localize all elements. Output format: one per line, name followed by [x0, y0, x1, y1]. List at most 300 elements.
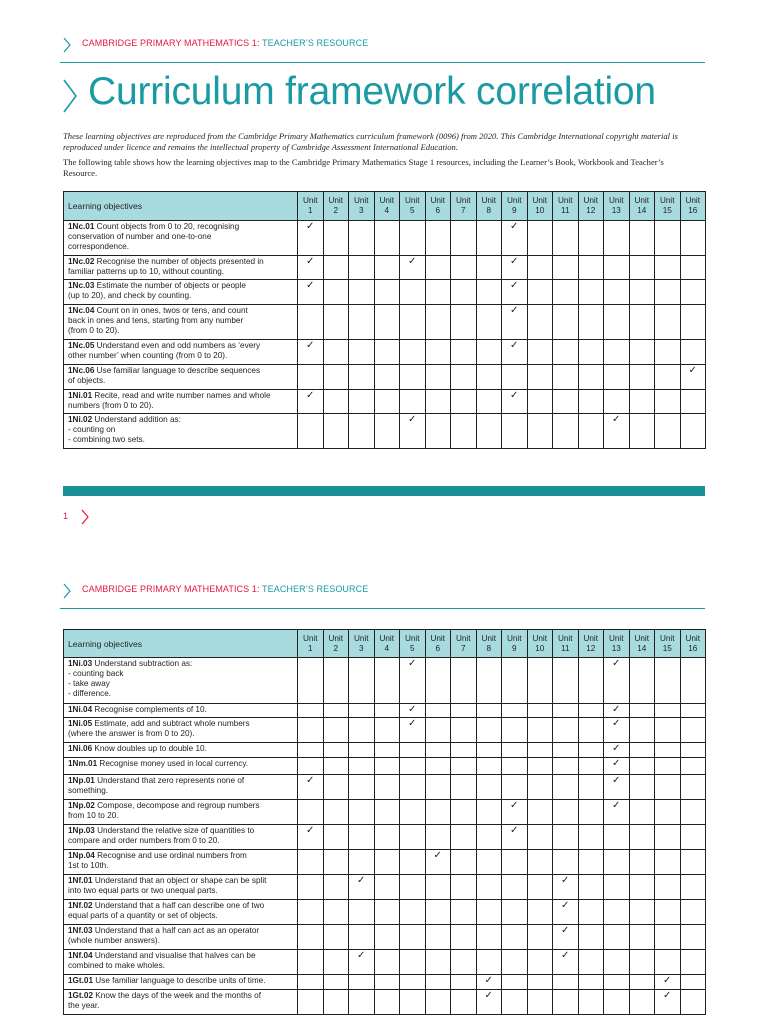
- unit-13-cell: [604, 743, 630, 758]
- unit-2-cell: [323, 390, 349, 414]
- tick-icon: ✓: [612, 704, 621, 715]
- unit-4-cell: [374, 658, 400, 704]
- unit-12-header: [578, 192, 604, 221]
- tick-icon: ✓: [510, 340, 519, 351]
- unit-11-header: [553, 192, 579, 221]
- unit-1-cell: [298, 925, 324, 950]
- unit-7-cell: [451, 900, 477, 925]
- unit-14-cell: [629, 990, 655, 1015]
- objective-code: 1Nf.01: [68, 876, 93, 885]
- tick-icon: ✓: [561, 875, 570, 886]
- unit-6-cell: [425, 990, 451, 1015]
- unit-16-cell: [680, 990, 706, 1015]
- unit-7-header: [451, 192, 477, 221]
- unit-2-header: [323, 630, 349, 658]
- unit-number: 16: [688, 643, 698, 653]
- unit-5-cell: [400, 718, 426, 743]
- unit-10-cell: [527, 704, 553, 718]
- unit-6-header: [425, 630, 451, 658]
- unit-8-cell: [476, 825, 502, 850]
- unit-14-cell: [629, 975, 655, 990]
- unit-word: Unit: [379, 633, 395, 643]
- unit-word: Unit: [532, 196, 548, 205]
- unit-15-cell: [655, 990, 681, 1015]
- learning-objective: [64, 256, 298, 280]
- unit-9-cell: [502, 305, 528, 340]
- unit-9-cell: [502, 850, 528, 875]
- table-note: The following table shows how the learning objectives map to the Cambridge Primary Mathematics Stage 1 resources, including the Learner’s Book, Workbook and Teacher’s Resource.: [63, 157, 664, 178]
- learning-objective: [64, 704, 298, 718]
- unit-2-cell: [323, 975, 349, 990]
- unit-word: Unit: [379, 196, 395, 205]
- tick-icon: ✓: [510, 305, 519, 316]
- unit-13-cell: [604, 900, 630, 925]
- unit-9-cell: [502, 658, 528, 704]
- unit-word: Unit: [659, 633, 675, 643]
- unit-word: Unit: [608, 196, 624, 205]
- learning-objective: [64, 340, 298, 365]
- unit-16-header: [680, 192, 706, 221]
- learning-objectives-header: Learning objectives: [64, 192, 298, 221]
- unit-7-cell: [451, 875, 477, 900]
- unit-word: Unit: [583, 633, 599, 643]
- objective-text: Understand the relative size of quantities to compare and order numbers from 0 to 20.: [68, 826, 255, 845]
- unit-3-cell: [349, 340, 375, 365]
- unit-16-cell: [680, 718, 706, 743]
- unit-11-cell: [553, 800, 579, 825]
- table-row: [64, 775, 706, 800]
- unit-number: 7: [460, 643, 466, 653]
- tick-icon: ✓: [306, 256, 315, 267]
- unit-4-cell: [374, 775, 400, 800]
- objective-code: 1Np.03: [68, 826, 95, 835]
- unit-8-cell: [476, 775, 502, 800]
- unit-5-cell: [400, 775, 426, 800]
- table-row: [64, 221, 706, 256]
- unit-7-cell: [451, 743, 477, 758]
- unit-16-cell: [680, 390, 706, 414]
- unit-4-cell: [374, 975, 400, 990]
- unit-2-cell: [323, 900, 349, 925]
- unit-word: Unit: [353, 196, 369, 205]
- unit-11-cell: [553, 743, 579, 758]
- unit-11-cell: [553, 775, 579, 800]
- unit-5-cell: [400, 900, 426, 925]
- unit-10-cell: [527, 340, 553, 365]
- unit-word: Unit: [557, 196, 573, 205]
- unit-8-header: [476, 192, 502, 221]
- unit-4-cell: [374, 990, 400, 1015]
- correlation-table-1: [63, 191, 706, 449]
- unit-word: Unit: [583, 196, 599, 205]
- unit-2-cell: [323, 658, 349, 704]
- objective-text: Understand subtraction as: - counting back - take away - difference.: [68, 659, 193, 698]
- unit-number: 2: [333, 643, 339, 653]
- tick-icon: ✓: [408, 658, 417, 669]
- unit-11-cell: [553, 875, 579, 900]
- objective-code: 1Ni.06: [68, 744, 93, 753]
- unit-14-cell: [629, 900, 655, 925]
- unit-15-cell: [655, 305, 681, 340]
- unit-2-cell: [323, 925, 349, 950]
- unit-13-cell: [604, 758, 630, 775]
- unit-10-cell: [527, 305, 553, 340]
- tick-icon: ✓: [612, 758, 621, 769]
- chevron-right-icon: [62, 583, 72, 599]
- unit-14-cell: [629, 800, 655, 825]
- unit-2-cell: [323, 305, 349, 340]
- learning-objective: [64, 658, 298, 704]
- unit-14-cell: [629, 825, 655, 850]
- unit-number: 13: [611, 206, 621, 215]
- unit-16-cell: [680, 280, 706, 305]
- unit-4-cell: [374, 390, 400, 414]
- learning-objectives-header: Learning objectives: [64, 630, 298, 658]
- unit-7-cell: [451, 365, 477, 390]
- unit-5-header: [400, 630, 426, 658]
- unit-word: Unit: [557, 633, 573, 643]
- unit-3-cell: [349, 414, 375, 449]
- unit-9-cell: [502, 340, 528, 365]
- unit-8-cell: [476, 758, 502, 775]
- unit-15-cell: [655, 280, 681, 305]
- unit-2-cell: [323, 256, 349, 280]
- unit-10-cell: [527, 221, 553, 256]
- objective-text: Understand that a half can describe one of two equal parts of a quantity or set of objects.: [68, 901, 265, 920]
- unit-15-cell: [655, 850, 681, 875]
- unit-6-cell: [425, 305, 451, 340]
- unit-12-cell: [578, 280, 604, 305]
- unit-13-cell: [604, 658, 630, 704]
- unit-15-cell: [655, 875, 681, 900]
- unit-2-cell: [323, 365, 349, 390]
- unit-14-header: [629, 192, 655, 221]
- objective-text: Understand even and odd numbers as ‘every other number’ when counting (from 0 to 20).: [68, 341, 261, 360]
- unit-14-cell: [629, 280, 655, 305]
- unit-15-cell: [655, 975, 681, 990]
- unit-9-cell: [502, 758, 528, 775]
- unit-15-cell: [655, 256, 681, 280]
- unit-11-cell: [553, 256, 579, 280]
- unit-8-cell: [476, 718, 502, 743]
- unit-1-cell: [298, 975, 324, 990]
- unit-3-cell: [349, 825, 375, 850]
- unit-7-cell: [451, 990, 477, 1015]
- unit-15-cell: [655, 704, 681, 718]
- learning-objective: [64, 414, 298, 449]
- unit-word: Unit: [328, 196, 344, 205]
- running-header: [60, 582, 705, 609]
- table-row: [64, 850, 706, 875]
- unit-12-cell: [578, 875, 604, 900]
- page-title: Curriculum framework correlation: [88, 70, 656, 113]
- unit-14-cell: [629, 704, 655, 718]
- unit-1-cell: [298, 900, 324, 925]
- unit-1-cell: [298, 414, 324, 449]
- unit-7-cell: [451, 658, 477, 704]
- unit-3-cell: [349, 743, 375, 758]
- unit-3-cell: [349, 950, 375, 975]
- unit-14-cell: [629, 221, 655, 256]
- unit-11-cell: [553, 414, 579, 449]
- unit-number: 2: [333, 206, 339, 215]
- unit-1-cell: [298, 658, 324, 704]
- unit-1-cell: [298, 950, 324, 975]
- unit-13-cell: [604, 704, 630, 718]
- unit-word: Unit: [481, 196, 497, 205]
- unit-12-cell: [578, 305, 604, 340]
- unit-3-cell: [349, 990, 375, 1015]
- unit-3-header: [349, 630, 375, 658]
- table-row: [64, 704, 706, 718]
- unit-11-cell: [553, 975, 579, 990]
- unit-8-cell: [476, 414, 502, 449]
- table-row: [64, 900, 706, 925]
- learning-objective: [64, 825, 298, 850]
- unit-13-cell: [604, 305, 630, 340]
- chevron-right-icon: [80, 509, 90, 525]
- objective-code: 1Nc.02: [68, 257, 95, 266]
- unit-number: 8: [486, 206, 492, 215]
- unit-11-cell: [553, 718, 579, 743]
- unit-3-cell: [349, 305, 375, 340]
- table-row: [64, 975, 706, 990]
- tick-icon: ✓: [510, 256, 519, 267]
- chevron-right-icon: [62, 37, 72, 53]
- unit-9-cell: [502, 414, 528, 449]
- objective-text: Recognise the number of objects presented in familiar patterns up to 10, without counting.: [68, 257, 264, 276]
- unit-1-header: [298, 630, 324, 658]
- unit-15-cell: [655, 758, 681, 775]
- unit-15-cell: [655, 390, 681, 414]
- tick-icon: ✓: [612, 800, 621, 811]
- unit-9-cell: [502, 875, 528, 900]
- unit-12-cell: [578, 758, 604, 775]
- unit-9-cell: [502, 390, 528, 414]
- tick-icon: ✓: [510, 825, 519, 836]
- unit-2-cell: [323, 775, 349, 800]
- unit-13-cell: [604, 800, 630, 825]
- unit-7-cell: [451, 950, 477, 975]
- objective-code: 1Nm.01: [68, 759, 98, 768]
- unit-7-cell: [451, 775, 477, 800]
- table-row: [64, 280, 706, 305]
- unit-1-cell: [298, 256, 324, 280]
- learning-objective: [64, 305, 298, 340]
- unit-number: 15: [662, 206, 672, 215]
- unit-8-cell: [476, 950, 502, 975]
- unit-16-cell: [680, 340, 706, 365]
- unit-3-cell: [349, 875, 375, 900]
- unit-3-cell: [349, 280, 375, 305]
- unit-4-cell: [374, 718, 400, 743]
- objective-text: Understand and visualise that halves can be combined to make wholes.: [68, 951, 256, 970]
- unit-2-cell: [323, 221, 349, 256]
- unit-13-cell: [604, 256, 630, 280]
- tick-icon: ✓: [688, 365, 697, 376]
- unit-8-cell: [476, 390, 502, 414]
- unit-3-cell: [349, 758, 375, 775]
- unit-13-cell: [604, 875, 630, 900]
- unit-12-cell: [578, 658, 604, 704]
- unit-5-cell: [400, 414, 426, 449]
- unit-12-cell: [578, 990, 604, 1015]
- unit-number: 9: [511, 643, 517, 653]
- objective-text: Estimate, add and subtract whole numbers (where the answer is from 0 to 20).: [68, 719, 250, 738]
- unit-15-cell: [655, 658, 681, 704]
- learning-objective: [64, 221, 298, 256]
- table-row: [64, 758, 706, 775]
- unit-1-cell: [298, 850, 324, 875]
- unit-1-cell: [298, 280, 324, 305]
- unit-8-cell: [476, 900, 502, 925]
- unit-4-cell: [374, 340, 400, 365]
- unit-12-cell: [578, 414, 604, 449]
- tick-icon: ✓: [510, 280, 519, 291]
- unit-4-cell: [374, 800, 400, 825]
- tick-icon: ✓: [612, 414, 621, 425]
- unit-7-cell: [451, 390, 477, 414]
- objective-code: 1Nc.06: [68, 366, 95, 375]
- table-row: [64, 365, 706, 390]
- unit-14-cell: [629, 365, 655, 390]
- unit-2-cell: [323, 704, 349, 718]
- unit-10-cell: [527, 900, 553, 925]
- unit-3-cell: [349, 975, 375, 990]
- unit-15-cell: [655, 900, 681, 925]
- unit-4-cell: [374, 925, 400, 950]
- unit-15-cell: [655, 365, 681, 390]
- unit-16-cell: [680, 758, 706, 775]
- unit-14-cell: [629, 850, 655, 875]
- unit-5-cell: [400, 850, 426, 875]
- tick-icon: ✓: [408, 718, 417, 729]
- unit-8-cell: [476, 800, 502, 825]
- unit-2-cell: [323, 850, 349, 875]
- unit-1-cell: [298, 718, 324, 743]
- unit-9-cell: [502, 990, 528, 1015]
- unit-7-cell: [451, 305, 477, 340]
- unit-5-cell: [400, 825, 426, 850]
- unit-7-cell: [451, 340, 477, 365]
- unit-9-cell: [502, 775, 528, 800]
- unit-4-cell: [374, 221, 400, 256]
- unit-6-cell: [425, 704, 451, 718]
- unit-11-cell: [553, 390, 579, 414]
- tick-icon: ✓: [306, 221, 315, 232]
- unit-1-header: [298, 192, 324, 221]
- tick-icon: ✓: [663, 975, 672, 986]
- objective-text: Count objects from 0 to 20, recognising conservation of number and one-to-one correspondence.: [68, 222, 240, 251]
- learning-objective: [64, 875, 298, 900]
- objective-code: 1Np.02: [68, 801, 95, 810]
- unit-16-cell: [680, 900, 706, 925]
- unit-16-cell: [680, 256, 706, 280]
- unit-14-cell: [629, 950, 655, 975]
- unit-5-cell: [400, 990, 426, 1015]
- unit-1-cell: [298, 743, 324, 758]
- unit-4-cell: [374, 825, 400, 850]
- unit-14-cell: [629, 414, 655, 449]
- unit-12-cell: [578, 256, 604, 280]
- unit-6-cell: [425, 340, 451, 365]
- unit-5-cell: [400, 340, 426, 365]
- unit-word: Unit: [353, 633, 369, 643]
- unit-2-cell: [323, 718, 349, 743]
- objective-text: Count on in ones, twos or tens, and count back in ones and tens, starting from any number (from 0 to 20).: [68, 306, 248, 335]
- learning-objective: [64, 950, 298, 975]
- unit-14-cell: [629, 390, 655, 414]
- unit-4-cell: [374, 414, 400, 449]
- learning-objective: [64, 390, 298, 414]
- unit-7-cell: [451, 825, 477, 850]
- unit-8-cell: [476, 221, 502, 256]
- tick-icon: ✓: [408, 704, 417, 715]
- learning-objective: [64, 925, 298, 950]
- objective-text: Compose, decompose and regroup numbers from 10 to 20.: [68, 801, 260, 820]
- unit-2-cell: [323, 280, 349, 305]
- tick-icon: ✓: [510, 800, 519, 811]
- unit-8-cell: [476, 975, 502, 990]
- page-2: [0, 580, 768, 1024]
- unit-7-cell: [451, 850, 477, 875]
- tick-icon: ✓: [510, 390, 519, 401]
- unit-1-cell: [298, 340, 324, 365]
- unit-11-cell: [553, 990, 579, 1015]
- unit-10-header: [527, 630, 553, 658]
- unit-14-cell: [629, 305, 655, 340]
- objective-code: 1Gt.01: [68, 976, 94, 985]
- unit-number: 8: [486, 643, 492, 653]
- unit-8-cell: [476, 256, 502, 280]
- unit-8-cell: [476, 990, 502, 1015]
- unit-2-cell: [323, 875, 349, 900]
- running-header-title: [82, 584, 368, 594]
- unit-3-cell: [349, 800, 375, 825]
- unit-1-cell: [298, 775, 324, 800]
- unit-2-cell: [323, 340, 349, 365]
- unit-13-cell: [604, 825, 630, 850]
- unit-number: 4: [384, 643, 390, 653]
- unit-number: 5: [409, 643, 415, 653]
- unit-9-cell: [502, 280, 528, 305]
- unit-6-cell: [425, 875, 451, 900]
- unit-word: Unit: [302, 196, 318, 205]
- unit-2-cell: [323, 990, 349, 1015]
- objective-text: Recognise money used in local currency.: [97, 759, 249, 768]
- unit-word: Unit: [608, 633, 624, 643]
- learning-objective: [64, 758, 298, 775]
- unit-word: Unit: [506, 633, 522, 643]
- unit-13-cell: [604, 365, 630, 390]
- unit-10-cell: [527, 718, 553, 743]
- unit-4-cell: [374, 875, 400, 900]
- unit-15-cell: [655, 925, 681, 950]
- unit-3-cell: [349, 390, 375, 414]
- unit-4-cell: [374, 256, 400, 280]
- unit-6-cell: [425, 800, 451, 825]
- unit-16-cell: [680, 875, 706, 900]
- unit-16-cell: [680, 775, 706, 800]
- tick-icon: ✓: [484, 990, 493, 1001]
- unit-9-cell: [502, 743, 528, 758]
- learning-objective: [64, 718, 298, 743]
- unit-12-cell: [578, 365, 604, 390]
- unit-15-cell: [655, 340, 681, 365]
- unit-5-cell: [400, 305, 426, 340]
- tick-icon: ✓: [408, 414, 417, 425]
- tick-icon: ✓: [306, 825, 315, 836]
